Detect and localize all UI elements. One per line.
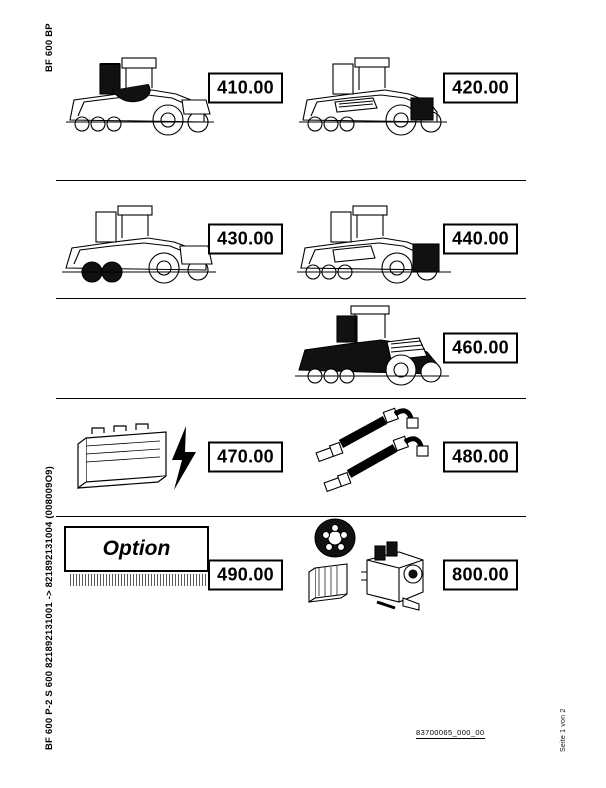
section-row (56, 28, 526, 148)
page-header-vertical: BF 600 BP (44, 23, 55, 72)
page-number-vertical: Seite 1 von 2 (560, 708, 567, 752)
paver-machine-side-view-icon (291, 180, 456, 298)
paver-machine-side-view-icon (291, 28, 456, 148)
paver-machine-filled-side-view-icon (291, 298, 456, 398)
section-number-440[interactable]: 440.00 (443, 224, 518, 255)
option-stamp-label: Option (64, 526, 209, 572)
paver-machine-side-view-icon (56, 180, 221, 298)
section-number-420[interactable]: 420.00 (443, 73, 518, 104)
section-cell-470[interactable] (56, 398, 291, 516)
document-code: 83700065_000_00 (416, 728, 485, 737)
option-stamp-shadow (70, 574, 215, 586)
section-grid (56, 28, 526, 737)
section-cell-420[interactable] (291, 28, 526, 148)
section-cell-490[interactable] (56, 516, 291, 634)
section-row (56, 516, 526, 634)
section-number-490[interactable]: 490.00 (208, 560, 283, 591)
section-number-480[interactable]: 480.00 (443, 442, 518, 473)
section-cell-440[interactable] (291, 180, 526, 298)
section-cell-480[interactable] (291, 398, 526, 516)
section-row (56, 180, 526, 298)
option-stamp-icon (56, 516, 221, 634)
section-number-460[interactable]: 460.00 (443, 333, 518, 364)
section-cell-430[interactable] (56, 180, 291, 298)
hydraulic-hoses-icon (291, 398, 456, 516)
section-number-470[interactable]: 470.00 (208, 442, 283, 473)
section-number-430[interactable]: 430.00 (208, 224, 283, 255)
section-row (56, 398, 526, 516)
section-cell-460[interactable] (291, 298, 526, 398)
engine-and-filter-components-icon (291, 516, 456, 634)
section-cell-800[interactable] (291, 516, 526, 634)
section-number-800[interactable]: 800.00 (443, 560, 518, 591)
section-cell-410[interactable] (56, 28, 291, 148)
section-row (56, 298, 526, 398)
page-footer-vertical: BF 600 P-2 S 600 821892131001 -> 821892131004 (008009O9) (44, 465, 55, 750)
battery-and-lightning-bolt-icon (56, 398, 221, 516)
paver-machine-side-view-icon (56, 28, 221, 148)
section-cell-empty (56, 298, 291, 398)
section-number-410[interactable]: 410.00 (208, 73, 283, 104)
